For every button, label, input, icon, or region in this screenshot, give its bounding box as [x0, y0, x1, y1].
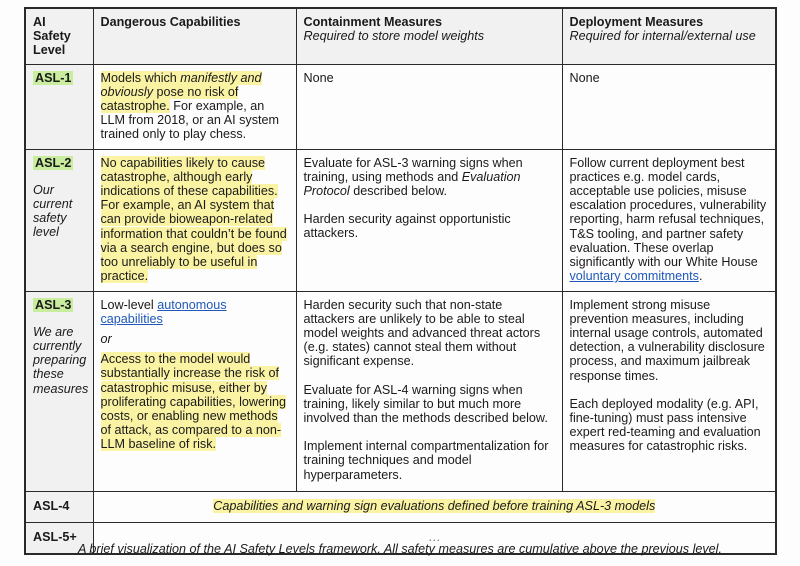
header-deployment [562, 8, 776, 64]
text: Models which [100, 70, 181, 85]
asl-framework-table [24, 7, 777, 555]
paragraph: Each deployed modality (e.g. API, fine-tuning) must pass intensive expert red-teaming and evaluation measures for catastrophic risks. [569, 396, 761, 454]
merged-cell [93, 491, 776, 522]
header-containment [296, 8, 562, 64]
level-label: ASL-5+ [33, 529, 77, 544]
capabilities-cell [93, 291, 296, 491]
emphasis-text: Evaluation Protocol [303, 169, 521, 199]
header-deployment-title: Deployment Measures [569, 15, 704, 29]
level-cell [25, 291, 93, 491]
header-containment-title: Containment Measures [303, 15, 443, 29]
capabilities-cell [93, 149, 296, 291]
level-note: We are currently preparing these measures [33, 324, 89, 396]
highlighted-text: Capabilities and warning sign evaluations defined before training ASL-3 models [213, 498, 656, 513]
emphasis-text: manifestly and obviously [100, 70, 262, 99]
highlighted-text: Access to the model would substantially increase the risk of catastrophic misuse, either by proliferating capabilities, lowering costs, or enabling new methods of attack, as compared to a non-LLM baseline of risk. [100, 352, 287, 452]
header-deployment-subtitle: Required for internal/external use [569, 29, 756, 44]
containment-cell [296, 149, 562, 291]
table-row-asl-2 [25, 149, 776, 291]
paragraph: Harden security such that non-state attackers are unlikely to be able to steal model weights and advanced threat actors (e.g. states) cannot steal them without significant expense. [303, 297, 541, 369]
containment-cell: None [296, 64, 562, 149]
table-row-asl-4 [25, 491, 776, 522]
text: pose no risk of catastrophe. [100, 84, 239, 114]
paragraph: Implement strong misuse prevention measures, including internal usage controls, automated detection, a vulnerability disclosure process, and maximum jailbreak response times. [569, 297, 765, 383]
text: Low-level [100, 297, 158, 312]
deployment-cell [562, 291, 776, 491]
deployment-cell [562, 149, 776, 291]
level-badge: ASL-1 [35, 70, 72, 85]
paragraph: Harden security against opportunistic attackers. [303, 212, 511, 241]
level-label: ASL-4 [33, 498, 70, 513]
figure-caption: A brief visualization of the AI Safety Levels framework. All safety measures are cumulative above the previous level. [78, 542, 722, 556]
header-containment-subtitle: Required to store model weights [303, 29, 485, 44]
text: described below. [349, 184, 448, 199]
paragraph: Implement internal compartmentalization for training techniques and model hyperparameters. [303, 439, 549, 482]
or-separator: or [100, 332, 112, 347]
capabilities-cell [93, 64, 296, 149]
text: . [698, 269, 703, 284]
highlighted-text: No capabilities likely to cause catastrophe, although early indications of these capabilities. For example, an AI system that can provide bioweapon-related information that couldn’t be found via a search engine, but does so too unreliably to be useful in practice. [100, 155, 287, 284]
table-row-asl-1 [25, 64, 776, 149]
table-row-asl-3 [25, 291, 776, 491]
text: For example, an LLM from 2018, or an AI system trained only to play chess. [100, 99, 279, 142]
level-cell [25, 149, 93, 291]
text: Evaluate for ASL-3 warning signs when training, using methods and [303, 155, 523, 184]
table-header-row [25, 8, 776, 64]
containment-cell [296, 291, 562, 491]
paragraph: Evaluate for ASL-4 warning signs when training, likely similar to but much more involved than the methods described below. [303, 382, 548, 426]
deployment-cell: None [562, 64, 776, 149]
level-badge: ASL-2 [35, 155, 72, 170]
voluntary-commitments-link[interactable]: voluntary commitments [569, 269, 699, 284]
header-level: AI Safety Level [25, 8, 93, 64]
level-badge: ASL-3 [35, 297, 72, 312]
autonomous-capabilities-link[interactable]: autonomous capabilities [100, 297, 227, 326]
level-cell [25, 491, 93, 522]
text: Follow current deployment best practices e.g. model cards, acceptable use policies, misuse escalation procedures, vulnerability reporting, harm refusal techniques, T&S tooling, and partner safety evaluation. These overlap significantly with our White House [569, 155, 767, 270]
paragraph [304, 156, 555, 199]
header-capabilities: Dangerous Capabilities [93, 8, 296, 64]
level-cell [25, 64, 93, 149]
level-note: Our current safety level [33, 182, 73, 240]
ellipsis-text: … [427, 529, 441, 544]
